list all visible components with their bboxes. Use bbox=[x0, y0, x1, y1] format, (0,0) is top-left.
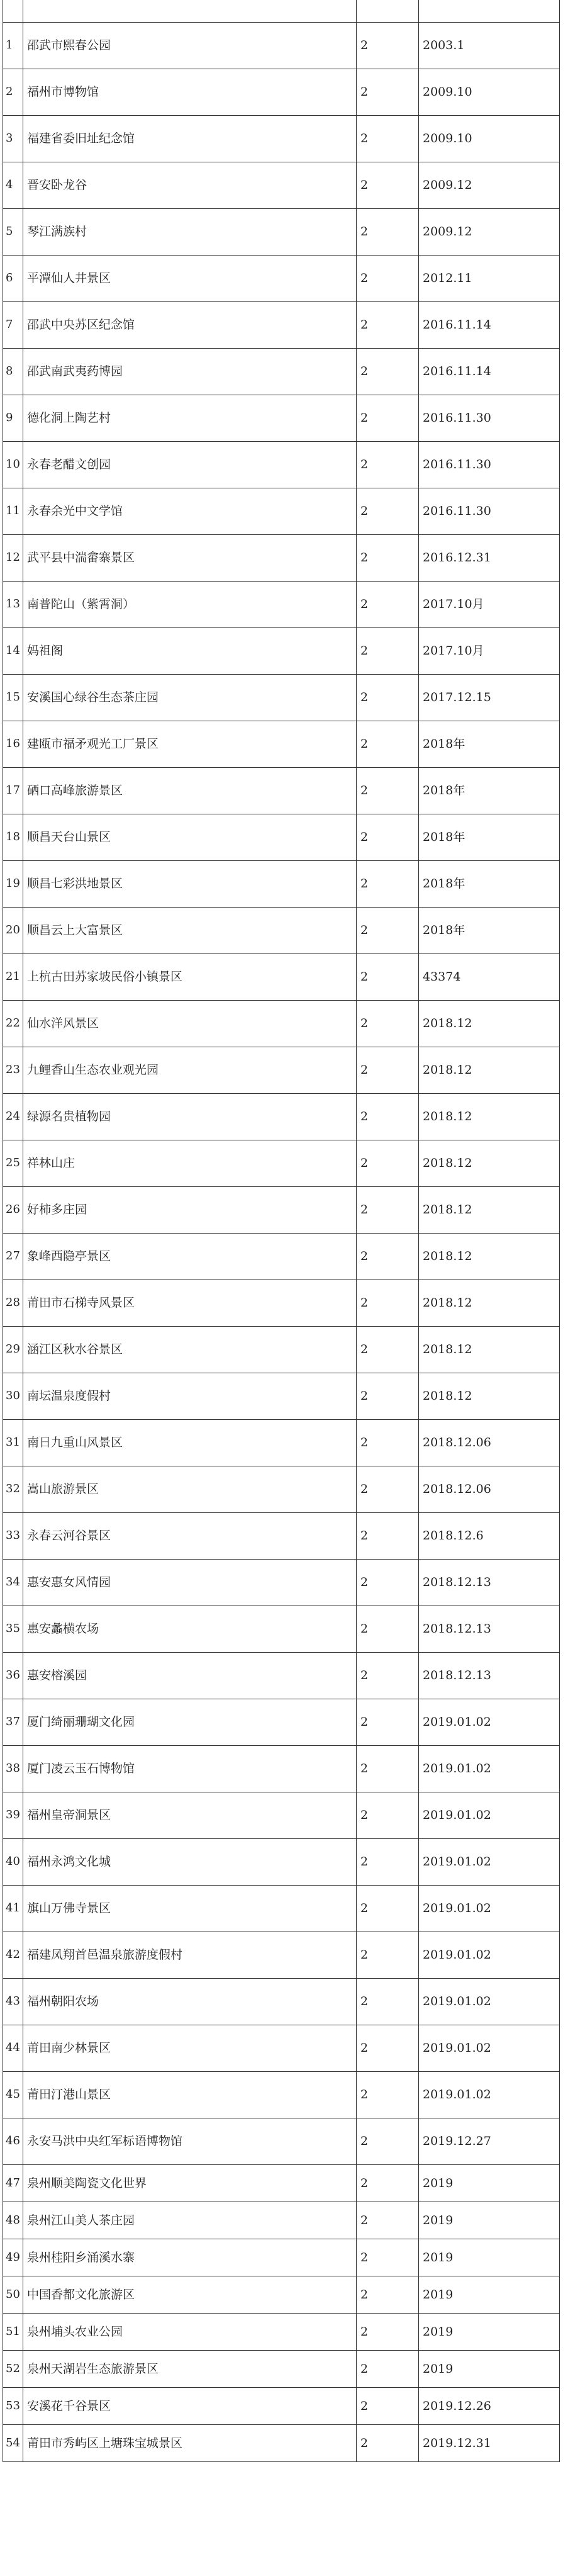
row-index-cell: 45 bbox=[3, 2071, 23, 2118]
scenic-name-cell: 福建凤翔首邑温泉旅游度假村 bbox=[23, 1932, 357, 1978]
scenic-name-cell: 中国香都文化旅游区 bbox=[23, 2276, 357, 2313]
level-cell: 2 bbox=[357, 2276, 419, 2313]
level-cell: 2 bbox=[357, 2071, 419, 2118]
table-row bbox=[3, 301, 560, 348]
table-row bbox=[3, 1186, 560, 1233]
date-cell: 2018.12 bbox=[419, 1233, 560, 1280]
date-cell: 2018.12 bbox=[419, 1047, 560, 1093]
table-row bbox=[3, 255, 560, 301]
table-row bbox=[3, 674, 560, 721]
table-row bbox=[3, 1885, 560, 1932]
level-cell: 2 bbox=[357, 2164, 419, 2202]
table-row bbox=[3, 115, 560, 162]
date-cell: 2019.01.02 bbox=[419, 1978, 560, 2025]
level-cell: 2 bbox=[357, 1326, 419, 1373]
row-index-cell: 18 bbox=[3, 814, 23, 860]
level-cell bbox=[357, 0, 419, 22]
scenic-name-cell: 晋安卧龙谷 bbox=[23, 162, 357, 208]
date-cell: 2017.10月 bbox=[419, 581, 560, 627]
table-row bbox=[3, 953, 560, 1000]
scenic-name-cell: 莆田市秀屿区上塘珠宝城景区 bbox=[23, 2424, 357, 2461]
date-cell: 2018.12.13 bbox=[419, 1559, 560, 1606]
level-cell: 2 bbox=[357, 2118, 419, 2164]
row-index-cell: 10 bbox=[3, 441, 23, 488]
row-index-cell: 33 bbox=[3, 1512, 23, 1559]
date-cell bbox=[419, 0, 560, 22]
level-cell: 2 bbox=[357, 1932, 419, 1978]
row-index-cell: 28 bbox=[3, 1280, 23, 1326]
row-index-cell: 14 bbox=[3, 627, 23, 674]
row-index-cell: 16 bbox=[3, 721, 23, 767]
level-cell: 2 bbox=[357, 2202, 419, 2239]
date-cell: 2019.01.02 bbox=[419, 2025, 560, 2071]
date-cell: 2009.12 bbox=[419, 208, 560, 255]
level-cell: 2 bbox=[357, 1606, 419, 1652]
level-cell: 2 bbox=[357, 348, 419, 395]
scenic-name-cell: 琴江满族村 bbox=[23, 208, 357, 255]
scenic-area-table bbox=[3, 0, 560, 2462]
level-cell: 2 bbox=[357, 1792, 419, 1838]
level-cell: 2 bbox=[357, 907, 419, 953]
date-cell: 2016.11.30 bbox=[419, 488, 560, 534]
table-row bbox=[3, 2276, 560, 2313]
date-cell: 2016.12.31 bbox=[419, 534, 560, 581]
scenic-name-cell: 安溪国心绿谷生态茶庄园 bbox=[23, 674, 357, 721]
table-row bbox=[3, 2313, 560, 2350]
level-cell: 2 bbox=[357, 2424, 419, 2461]
row-index-cell: 37 bbox=[3, 1699, 23, 1745]
scenic-name-cell: 象峰西隐亭景区 bbox=[23, 1233, 357, 1280]
table-row bbox=[3, 581, 560, 627]
row-index-cell: 43 bbox=[3, 1978, 23, 2025]
table-row bbox=[3, 721, 560, 767]
scenic-name-cell: 泉州桂阳乡涌溪水寨 bbox=[23, 2239, 357, 2276]
scenic-name-cell: 莆田汀港山景区 bbox=[23, 2071, 357, 2118]
date-cell: 2003.1 bbox=[419, 22, 560, 69]
row-index-cell: 25 bbox=[3, 1140, 23, 1186]
row-index-cell: 46 bbox=[3, 2118, 23, 2164]
row-index-cell: 22 bbox=[3, 1000, 23, 1047]
table-row bbox=[3, 1745, 560, 1792]
table-row bbox=[3, 627, 560, 674]
level-cell: 2 bbox=[357, 1233, 419, 1280]
level-cell: 2 bbox=[357, 767, 419, 814]
table-row bbox=[3, 1466, 560, 1512]
date-cell: 2018.12 bbox=[419, 1000, 560, 1047]
row-index-cell: 50 bbox=[3, 2276, 23, 2313]
date-cell: 2018.12.06 bbox=[419, 1466, 560, 1512]
level-cell: 2 bbox=[357, 2313, 419, 2350]
scenic-name-cell: 顺昌云上大富景区 bbox=[23, 907, 357, 953]
table-row bbox=[3, 2387, 560, 2424]
row-index-cell: 2 bbox=[3, 69, 23, 115]
table-row bbox=[3, 1280, 560, 1326]
level-cell: 2 bbox=[357, 1280, 419, 1326]
level-cell: 2 bbox=[357, 2025, 419, 2071]
row-index-cell: 23 bbox=[3, 1047, 23, 1093]
scenic-name-cell: 莆田南少林景区 bbox=[23, 2025, 357, 2071]
table-row bbox=[3, 488, 560, 534]
row-index-cell bbox=[3, 0, 23, 22]
table-row bbox=[3, 1792, 560, 1838]
row-index-cell: 19 bbox=[3, 860, 23, 907]
scenic-name-cell: 邵武南武夷药博园 bbox=[23, 348, 357, 395]
level-cell: 2 bbox=[357, 162, 419, 208]
scenic-name-cell: 泉州天湖岩生态旅游景区 bbox=[23, 2350, 357, 2387]
row-index-cell: 1 bbox=[3, 22, 23, 69]
level-cell: 2 bbox=[357, 814, 419, 860]
row-index-cell: 42 bbox=[3, 1932, 23, 1978]
level-cell: 2 bbox=[357, 1419, 419, 1466]
date-cell: 2019.01.02 bbox=[419, 1838, 560, 1885]
scenic-name-cell: 好柿多庄园 bbox=[23, 1186, 357, 1233]
table-row bbox=[3, 1047, 560, 1093]
date-cell: 2018年 bbox=[419, 721, 560, 767]
table-body bbox=[3, 0, 560, 2461]
row-index-cell: 44 bbox=[3, 2025, 23, 2071]
row-index-cell: 34 bbox=[3, 1559, 23, 1606]
table-row bbox=[3, 2071, 560, 2118]
level-cell: 2 bbox=[357, 1093, 419, 1140]
table-row bbox=[3, 2164, 560, 2202]
row-index-cell: 17 bbox=[3, 767, 23, 814]
date-cell: 2019 bbox=[419, 2350, 560, 2387]
table-row bbox=[3, 1373, 560, 1419]
level-cell: 2 bbox=[357, 1978, 419, 2025]
scenic-name-cell: 永安马洪中央红军标语博物馆 bbox=[23, 2118, 357, 2164]
table-row bbox=[3, 2424, 560, 2461]
scenic-name-cell: 南普陀山（紫霄洞） bbox=[23, 581, 357, 627]
level-cell: 2 bbox=[357, 1512, 419, 1559]
scenic-name-cell: 惠安惠女风情园 bbox=[23, 1559, 357, 1606]
table-row bbox=[3, 2202, 560, 2239]
scenic-name-cell: 泉州江山美人茶庄园 bbox=[23, 2202, 357, 2239]
date-cell: 2019 bbox=[419, 2164, 560, 2202]
row-index-cell: 32 bbox=[3, 1466, 23, 1512]
table-row-header-stub bbox=[3, 0, 560, 22]
scenic-name-cell: 建瓯市福矛观光工厂景区 bbox=[23, 721, 357, 767]
scenic-name-cell: 绿源名贵植物园 bbox=[23, 1093, 357, 1140]
row-index-cell: 29 bbox=[3, 1326, 23, 1373]
date-cell: 2016.11.30 bbox=[419, 441, 560, 488]
row-index-cell: 35 bbox=[3, 1606, 23, 1652]
scenic-name-cell: 邵武中央苏区纪念馆 bbox=[23, 301, 357, 348]
scenic-name-cell: 上杭古田苏家坡民俗小镇景区 bbox=[23, 953, 357, 1000]
table-row bbox=[3, 767, 560, 814]
date-cell: 2019 bbox=[419, 2239, 560, 2276]
date-cell: 2018.12.06 bbox=[419, 1419, 560, 1466]
date-cell: 2016.11.14 bbox=[419, 348, 560, 395]
level-cell: 2 bbox=[357, 627, 419, 674]
level-cell: 2 bbox=[357, 255, 419, 301]
level-cell: 2 bbox=[357, 2350, 419, 2387]
level-cell: 2 bbox=[357, 581, 419, 627]
date-cell: 2016.11.30 bbox=[419, 395, 560, 441]
table-row bbox=[3, 1512, 560, 1559]
level-cell: 2 bbox=[357, 534, 419, 581]
table-row bbox=[3, 2025, 560, 2071]
scenic-name-cell: 厦门凌云玉石博物馆 bbox=[23, 1745, 357, 1792]
date-cell: 2018.12 bbox=[419, 1093, 560, 1140]
date-cell: 2019 bbox=[419, 2313, 560, 2350]
table-row bbox=[3, 1140, 560, 1186]
level-cell: 2 bbox=[357, 1373, 419, 1419]
scenic-name-cell: 福州永鸿文化城 bbox=[23, 1838, 357, 1885]
row-index-cell: 20 bbox=[3, 907, 23, 953]
table-row bbox=[3, 22, 560, 69]
scenic-name-cell: 永春余光中文学馆 bbox=[23, 488, 357, 534]
date-cell: 43374 bbox=[419, 953, 560, 1000]
scenic-name-cell: 德化洞上陶艺村 bbox=[23, 395, 357, 441]
table-row bbox=[3, 534, 560, 581]
table-row bbox=[3, 1419, 560, 1466]
date-cell: 2019.12.31 bbox=[419, 2424, 560, 2461]
level-cell: 2 bbox=[357, 2239, 419, 2276]
level-cell: 2 bbox=[357, 860, 419, 907]
table-row bbox=[3, 907, 560, 953]
scenic-name-cell: 顺昌七彩洪地景区 bbox=[23, 860, 357, 907]
table-row bbox=[3, 162, 560, 208]
level-cell: 2 bbox=[357, 301, 419, 348]
level-cell: 2 bbox=[357, 1885, 419, 1932]
row-index-cell: 53 bbox=[3, 2387, 23, 2424]
date-cell: 2017.10月 bbox=[419, 627, 560, 674]
row-index-cell: 3 bbox=[3, 115, 23, 162]
date-cell: 2018年 bbox=[419, 814, 560, 860]
row-index-cell: 54 bbox=[3, 2424, 23, 2461]
scenic-name-cell: 厦门绮丽珊瑚文化园 bbox=[23, 1699, 357, 1745]
scenic-name-cell: 平潭仙人井景区 bbox=[23, 255, 357, 301]
table-row bbox=[3, 1932, 560, 1978]
table-row bbox=[3, 814, 560, 860]
row-index-cell: 40 bbox=[3, 1838, 23, 1885]
scenic-name-cell: 惠安榕溪园 bbox=[23, 1652, 357, 1699]
date-cell: 2018年 bbox=[419, 767, 560, 814]
table-row bbox=[3, 69, 560, 115]
row-index-cell: 13 bbox=[3, 581, 23, 627]
date-cell: 2009.10 bbox=[419, 115, 560, 162]
row-index-cell: 31 bbox=[3, 1419, 23, 1466]
date-cell: 2018年 bbox=[419, 860, 560, 907]
date-cell: 2018.12.13 bbox=[419, 1606, 560, 1652]
table-row bbox=[3, 208, 560, 255]
date-cell: 2018.12 bbox=[419, 1280, 560, 1326]
table-row bbox=[3, 860, 560, 907]
date-cell: 2018.12 bbox=[419, 1326, 560, 1373]
row-index-cell: 11 bbox=[3, 488, 23, 534]
table-row bbox=[3, 1326, 560, 1373]
table-row bbox=[3, 1838, 560, 1885]
row-index-cell: 48 bbox=[3, 2202, 23, 2239]
date-cell: 2018年 bbox=[419, 907, 560, 953]
level-cell: 2 bbox=[357, 22, 419, 69]
row-index-cell: 9 bbox=[3, 395, 23, 441]
date-cell: 2018.12 bbox=[419, 1186, 560, 1233]
level-cell: 2 bbox=[357, 441, 419, 488]
table-row bbox=[3, 1699, 560, 1745]
scenic-name-cell: 永春老醋文创园 bbox=[23, 441, 357, 488]
date-cell: 2019.12.26 bbox=[419, 2387, 560, 2424]
level-cell: 2 bbox=[357, 395, 419, 441]
row-index-cell: 26 bbox=[3, 1186, 23, 1233]
date-cell: 2019.01.02 bbox=[419, 1699, 560, 1745]
level-cell: 2 bbox=[357, 1838, 419, 1885]
table-row bbox=[3, 395, 560, 441]
level-cell: 2 bbox=[357, 1699, 419, 1745]
date-cell: 2018.12 bbox=[419, 1373, 560, 1419]
date-cell: 2019.01.02 bbox=[419, 1932, 560, 1978]
scenic-name-cell: 妈祖阁 bbox=[23, 627, 357, 674]
level-cell: 2 bbox=[357, 1047, 419, 1093]
row-index-cell: 49 bbox=[3, 2239, 23, 2276]
scenic-name-cell: 旗山万佛寺景区 bbox=[23, 1885, 357, 1932]
scenic-name-cell: 涵江区秋水谷景区 bbox=[23, 1326, 357, 1373]
scenic-name-cell: 福州朝阳农场 bbox=[23, 1978, 357, 2025]
scenic-name-cell: 惠安蠡横农场 bbox=[23, 1606, 357, 1652]
scenic-name-cell: 福州市博物馆 bbox=[23, 69, 357, 115]
level-cell: 2 bbox=[357, 115, 419, 162]
row-index-cell: 21 bbox=[3, 953, 23, 1000]
row-index-cell: 7 bbox=[3, 301, 23, 348]
row-index-cell: 5 bbox=[3, 208, 23, 255]
scenic-name-cell: 仙水洋风景区 bbox=[23, 1000, 357, 1047]
level-cell: 2 bbox=[357, 1652, 419, 1699]
scenic-name-cell: 武平县中湍畲寨景区 bbox=[23, 534, 357, 581]
row-index-cell: 52 bbox=[3, 2350, 23, 2387]
date-cell: 2016.11.14 bbox=[419, 301, 560, 348]
row-index-cell: 8 bbox=[3, 348, 23, 395]
row-index-cell: 30 bbox=[3, 1373, 23, 1419]
level-cell: 2 bbox=[357, 2387, 419, 2424]
scenic-name-cell: 莆田市石梯寺风景区 bbox=[23, 1280, 357, 1326]
level-cell: 2 bbox=[357, 1186, 419, 1233]
date-cell: 2012.11 bbox=[419, 255, 560, 301]
date-cell: 2019 bbox=[419, 2202, 560, 2239]
table-row bbox=[3, 348, 560, 395]
scenic-name-cell: 南坛温泉度假村 bbox=[23, 1373, 357, 1419]
level-cell: 2 bbox=[357, 1140, 419, 1186]
scenic-name-cell: 邵武市熙春公园 bbox=[23, 22, 357, 69]
level-cell: 2 bbox=[357, 208, 419, 255]
scenic-name-cell: 硒口高峰旅游景区 bbox=[23, 767, 357, 814]
date-cell: 2019 bbox=[419, 2276, 560, 2313]
table-row bbox=[3, 1000, 560, 1047]
level-cell: 2 bbox=[357, 674, 419, 721]
table-row bbox=[3, 1559, 560, 1606]
table-row bbox=[3, 2350, 560, 2387]
date-cell: 2018.12 bbox=[419, 1140, 560, 1186]
row-index-cell: 24 bbox=[3, 1093, 23, 1140]
date-cell: 2019.01.02 bbox=[419, 1885, 560, 1932]
table-row bbox=[3, 1978, 560, 2025]
level-cell: 2 bbox=[357, 953, 419, 1000]
table-row bbox=[3, 1652, 560, 1699]
table-row bbox=[3, 1606, 560, 1652]
level-cell: 2 bbox=[357, 488, 419, 534]
table-row bbox=[3, 2118, 560, 2164]
level-cell: 2 bbox=[357, 1466, 419, 1512]
date-cell: 2019.01.02 bbox=[419, 2071, 560, 2118]
scenic-name-cell: 永春云河谷景区 bbox=[23, 1512, 357, 1559]
level-cell: 2 bbox=[357, 721, 419, 767]
row-index-cell: 51 bbox=[3, 2313, 23, 2350]
row-index-cell: 41 bbox=[3, 1885, 23, 1932]
row-index-cell: 38 bbox=[3, 1745, 23, 1792]
date-cell: 2018.12.13 bbox=[419, 1652, 560, 1699]
scenic-name-cell: 安溪花千谷景区 bbox=[23, 2387, 357, 2424]
date-cell: 2019.01.02 bbox=[419, 1792, 560, 1838]
scenic-name-cell: 福州皇帝洞景区 bbox=[23, 1792, 357, 1838]
date-cell: 2019.12.27 bbox=[419, 2118, 560, 2164]
table-row bbox=[3, 1233, 560, 1280]
row-index-cell: 39 bbox=[3, 1792, 23, 1838]
row-index-cell: 47 bbox=[3, 2164, 23, 2202]
row-index-cell: 36 bbox=[3, 1652, 23, 1699]
scenic-name-cell bbox=[23, 0, 357, 22]
date-cell: 2019.01.02 bbox=[419, 1745, 560, 1792]
scenic-name-cell: 泉州埔头农业公园 bbox=[23, 2313, 357, 2350]
table-row bbox=[3, 1093, 560, 1140]
level-cell: 2 bbox=[357, 1559, 419, 1606]
scenic-name-cell: 九鲤香山生态农业观光园 bbox=[23, 1047, 357, 1093]
scenic-name-cell: 泉州顺美陶瓷文化世界 bbox=[23, 2164, 357, 2202]
table-row bbox=[3, 2239, 560, 2276]
scenic-name-cell: 南日九重山风景区 bbox=[23, 1419, 357, 1466]
table-row bbox=[3, 441, 560, 488]
date-cell: 2009.10 bbox=[419, 69, 560, 115]
scenic-name-cell: 顺昌天台山景区 bbox=[23, 814, 357, 860]
date-cell: 2018.12.6 bbox=[419, 1512, 560, 1559]
row-index-cell: 27 bbox=[3, 1233, 23, 1280]
level-cell: 2 bbox=[357, 1000, 419, 1047]
level-cell: 2 bbox=[357, 1745, 419, 1792]
level-cell: 2 bbox=[357, 69, 419, 115]
row-index-cell: 12 bbox=[3, 534, 23, 581]
scenic-name-cell: 福建省委旧址纪念馆 bbox=[23, 115, 357, 162]
date-cell: 2017.12.15 bbox=[419, 674, 560, 721]
row-index-cell: 4 bbox=[3, 162, 23, 208]
row-index-cell: 6 bbox=[3, 255, 23, 301]
date-cell: 2009.12 bbox=[419, 162, 560, 208]
scenic-name-cell: 祥林山庄 bbox=[23, 1140, 357, 1186]
scenic-name-cell: 嵩山旅游景区 bbox=[23, 1466, 357, 1512]
row-index-cell: 15 bbox=[3, 674, 23, 721]
